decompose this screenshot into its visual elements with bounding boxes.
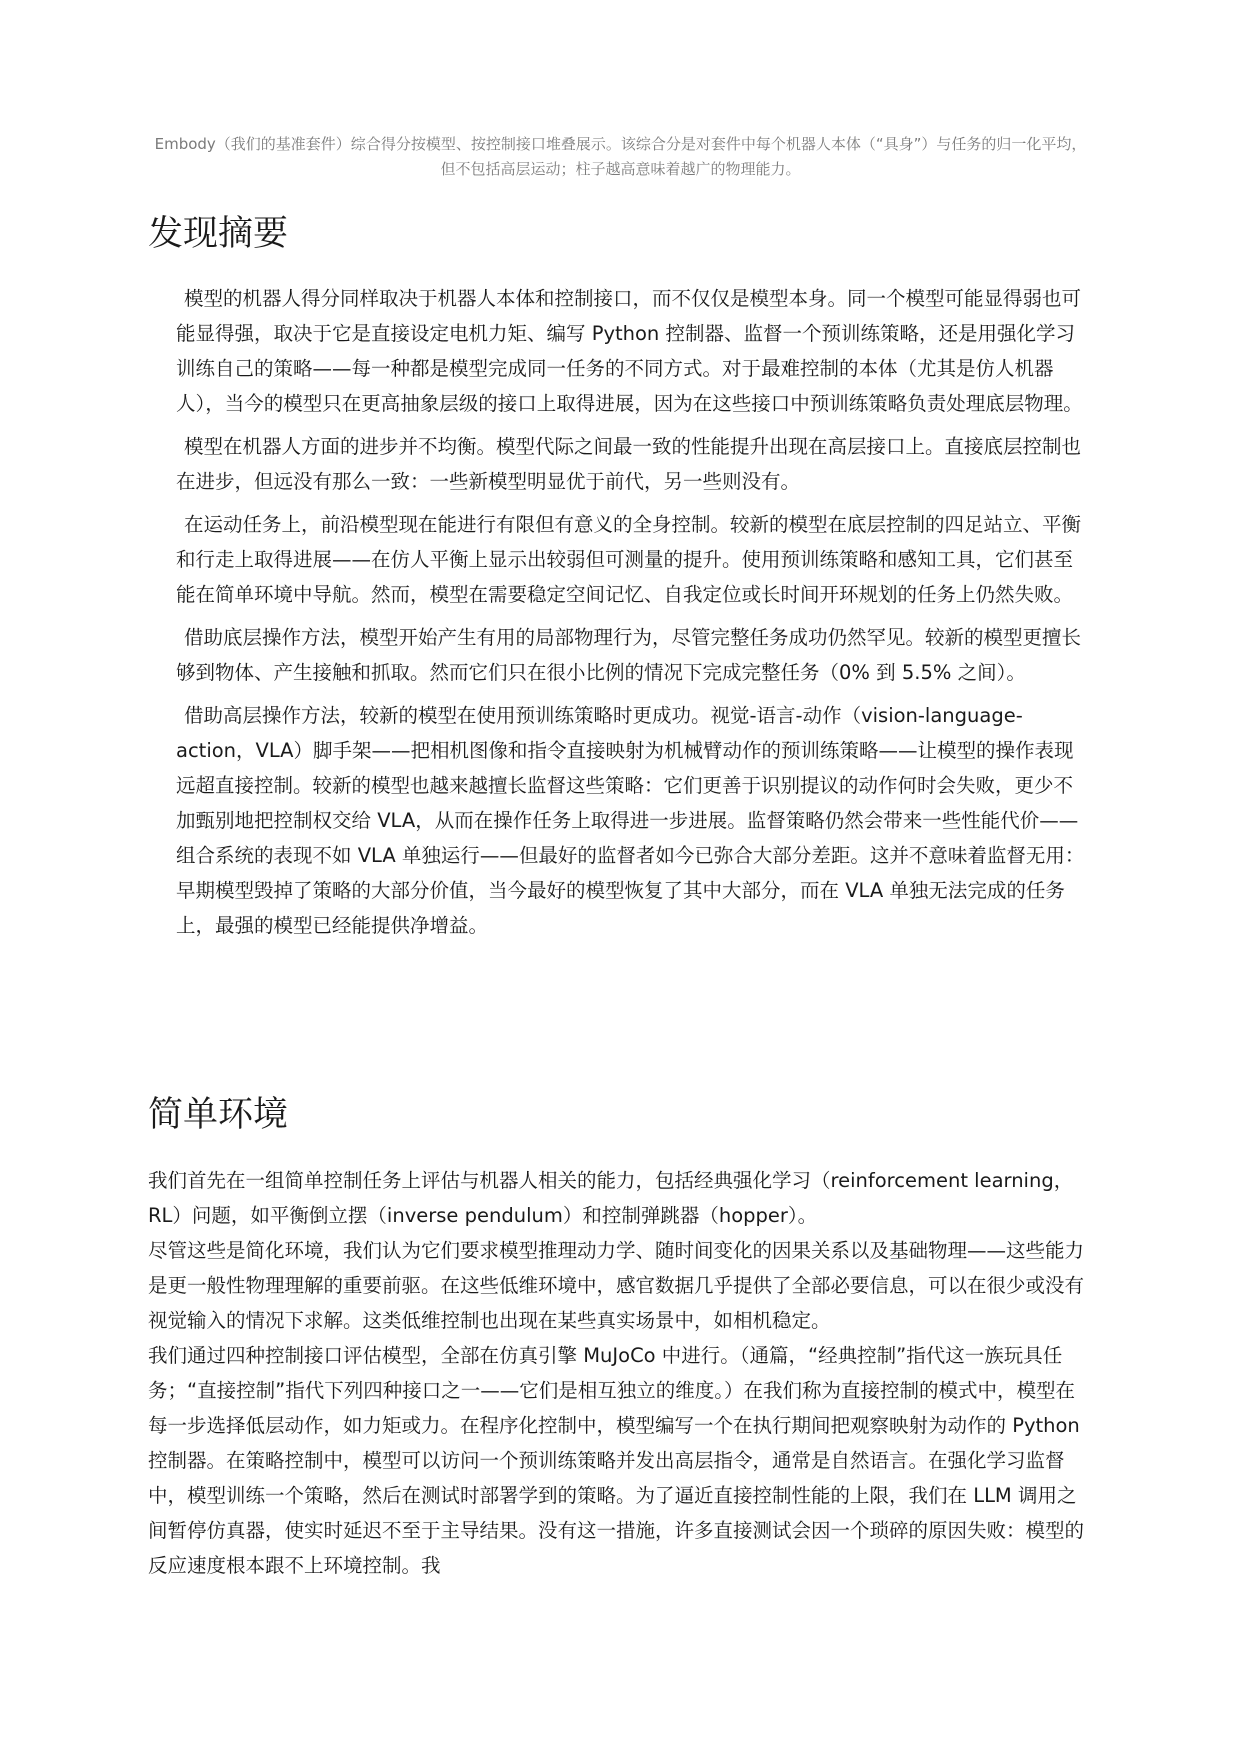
body-paragraph: 我们通过四种控制接口评估模型，全部在仿真引擎 MuJoCo 中进行。（通篇，“经典控制”指代这一族玩具任务；“直接控制”指代下列四种接口之一——它们是相互独立的维度。）在我们称为直接控制的模式中，模型在每一步选择低层动作，如力矩或力。在程序化控制中，模型编写一个在执行期间把观察映射为动作的 Python 控制器。在策略控制中，模型可以访问一个预训练策略并发出高层指令，通常是自然语言。在强化学习监督中，模型训练一个策略，然后在测试时部署学到的策略。为了逼近直接控制性能的上限，我们在 LLM 调用之间暂停仿真器，使实时延迟不至于主导结果。没有这一措施，许多直接测试会因一个琐碎的原因失败：模型的反应速度根本跟不上环境控制。我 — [148, 1344, 1085, 1577]
finding-item: 模型的机器人得分同样取决于机器人本体和控制接口，而不仅仅是模型本身。同一个模型可能显得弱也可能显得强，取决于它是直接设定电机力矩、编写 Python 控制器、监督一个预训练策略，还是用强化学习训练自己的策略——每一种都是模型完成同一任务的不同方式。对于最难控制的本体（尤其是仿人机器人），当今的模型只在更高抽象层级的接口上取得进展，因为在这些接口中预训练策略负责处理底层物理。 — [176, 287, 1083, 415]
body-paragraph: 尽管这些是简化环境，我们认为它们要求模型推理动力学、随时间变化的因果关系以及基础物理——这些能力是更一般性物理理解的重要前驱。在这些低维环境中，感官数据几乎提供了全部必要信息，可以在很少或没有视觉输入的情况下求解。这类低维控制也出现在某些真实场景中，如相机稳定。 — [148, 1239, 1085, 1332]
figure-caption: Embody（我们的基准套件）综合得分按模型、按控制接口堆叠展示。该综合分是对套件中每个机器人本体（“具身”）与任务的归一化平均，但不包括高层运动；柱子越高意味着越广的物理能力。 — [154, 135, 1087, 178]
finding-item: 在运动任务上，前沿模型现在能进行有限但有意义的全身控制。较新的模型在底层控制的四足站立、平衡和行走上取得进展——在仿人平衡上显示出较弱但可测量的提升。使用预训练策略和感知工具，它们甚至能在简单环境中导航。然而，模型在需要稳定空间记忆、自我定位或长时间开环规划的任务上仍然失败。 — [176, 513, 1082, 606]
section-heading-simple-environments: 简单环境 — [148, 1095, 289, 1135]
body-paragraph: 我们首先在一组简单控制任务上评估与机器人相关的能力，包括经典强化学习（reinforcement learning，RL）问题，如平衡倒立摆（inverse pendulum）和控制弹跳器（hopper）。 — [148, 1169, 1074, 1227]
finding-item: 借助高层操作方法，较新的模型在使用预训练策略时更成功。视觉-语言-动作（vision-language-action，VLA）脚手架——把相机图像和指令直接映射为机械臂动作的预训练策略——让模型的操作表现远超直接控制。较新的模型也越来越擅长监督这些策略：它们更善于识别提议的动作何时会失败，更少不加甄别地把控制权交给 VLA，从而在操作任务上取得进一步进展。监督策略仍然会带来一些性能代价——组合系统的表现不如 VLA 单独运行——但最好的监督者如今已弥合大部分差距。这并不意味着监督无用：早期模型毁掉了策略的大部分价值，当今最好的模型恢复了其中大部分，而在 VLA 单独无法完成的任务上，最强的模型已经能提供净增益。 — [176, 704, 1085, 937]
simple-environments-body — [148, 1163, 1094, 1583]
findings-list — [176, 281, 1092, 951]
finding-item: 借助底层操作方法，模型开始产生有用的局部物理行为，尽管完整任务成功仍然罕见。较新的模型更擅长够到物体、产生接触和抓取。然而它们只在很小比例的情况下完成完整任务（0% 到 5.5% 之间）。 — [176, 626, 1082, 684]
section-heading-findings: 发现摘要 — [148, 214, 289, 254]
finding-item: 模型在机器人方面的进步并不均衡。模型代际之间最一致的性能提升出现在高层接口上。直接底层控制也在进步，但远没有那么一致：一些新模型明显优于前代，另一些则没有。 — [176, 435, 1082, 493]
